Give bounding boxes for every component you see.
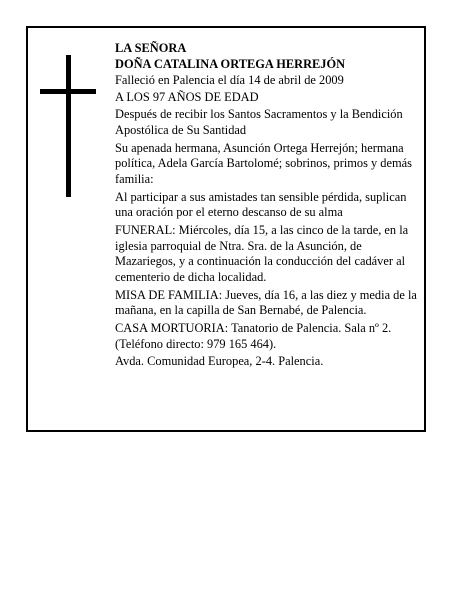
cross-horizontal-bar xyxy=(40,89,96,94)
request-paragraph: Al participar a sus amistades tan sensible pérdida, suplican una oración por el eterno descanso de su alma xyxy=(115,189,407,220)
funeral-paragraph: FUNERAL: Miércoles, día 15, a las cinco de la tarde, en la iglesia parroquial de Ntra. Sra. de la Asunción, de Mazariegos, y a continuación la conducción del cadáver al cementerio de dicha localidad. xyxy=(115,222,409,285)
notice-text xyxy=(115,41,425,371)
death-date-line: Falleció en Palencia el día 14 de abril de 2009 xyxy=(115,72,344,87)
mortuary-paragraph: CASA MORTUORIA: Tanatorio de Palencia. Sala nº 2. (Teléfono directo: 979 165 464). xyxy=(115,320,392,351)
latin-cross-icon xyxy=(40,55,96,197)
sacraments-paragraph: Después de recibir los Santos Sacramentos y la Bendición Apostólica de Su Santidad xyxy=(115,107,403,138)
notice-title: LA SEÑORA xyxy=(115,41,187,55)
family-paragraph: Su apenada hermana, Asunción Ortega Herrejón; hermana política, Adela García Bartolomé; sobrinos, primos y demás familia: xyxy=(115,140,412,187)
obituary-notice xyxy=(26,26,426,432)
age-line: A LOS 97 AÑOS DE EDAD xyxy=(115,89,259,104)
cross-vertical-bar xyxy=(66,55,71,197)
family-mass-paragraph: MISA DE FAMILIA: Jueves, día 16, a las diez y media de la mañana, en la capilla de San Bernabé, de Palencia. xyxy=(115,287,417,318)
address-line: Avda. Comunidad Europea, 2-4. Palencia. xyxy=(115,353,324,368)
deceased-name: DOÑA CATALINA ORTEGA HERREJÓN xyxy=(115,56,346,71)
